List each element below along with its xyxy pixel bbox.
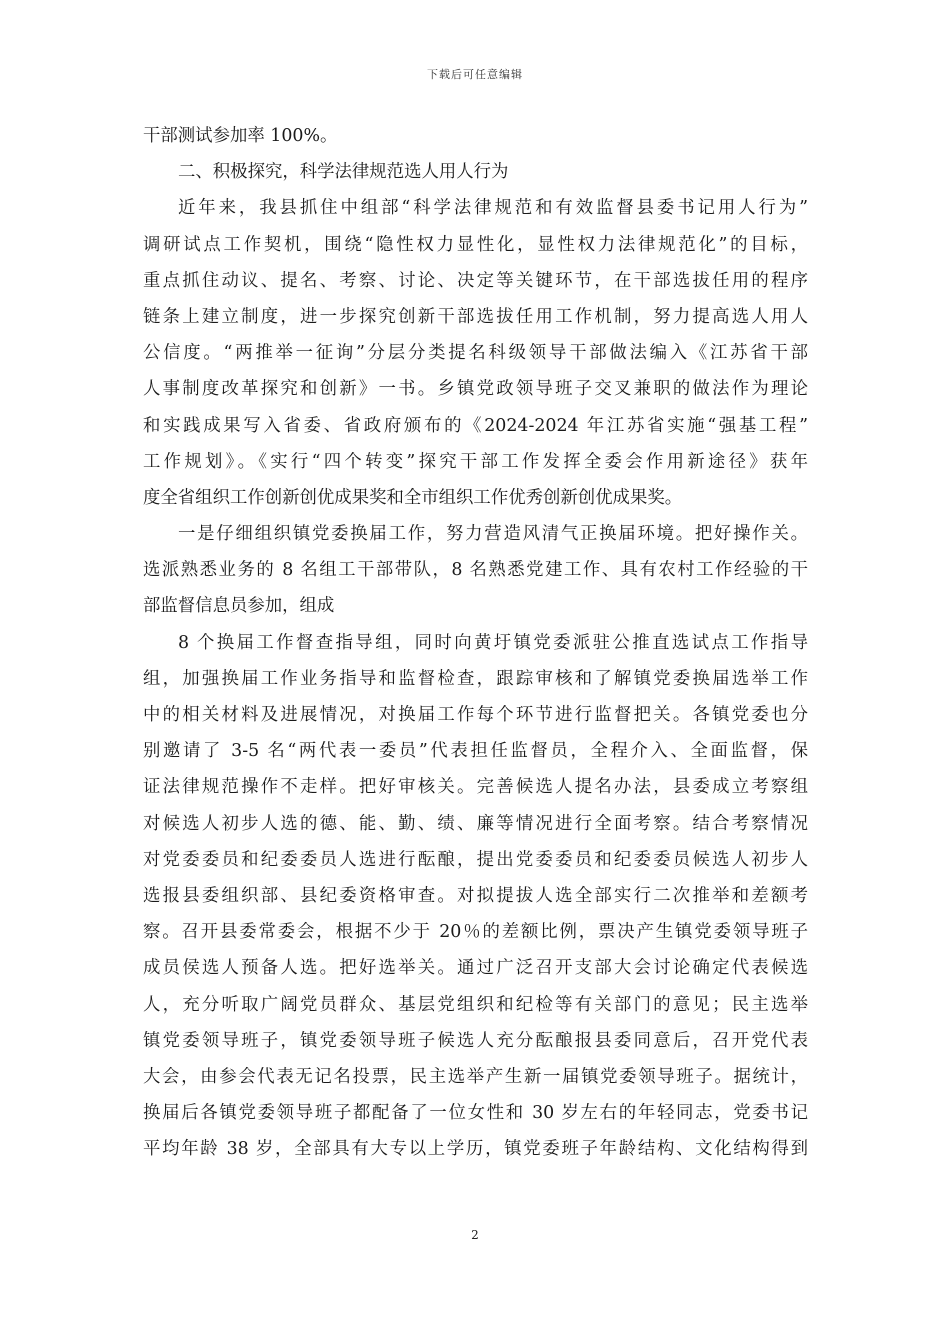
page-number: 2 bbox=[471, 1228, 479, 1242]
paragraph-line: 镇党委领导班子，镇党委领导班子候选人充分酝酿报县委同意后，召开党代表 bbox=[143, 1030, 808, 1051]
paragraph-line: 公信度。“两推举一征询”分层分类提名科级领导干部做法编入《江苏省干部 bbox=[143, 343, 808, 364]
paragraph-line: 重点抓住动议、提名、考察、讨论、决定等关键环节，在干部选拔任用的程序 bbox=[143, 270, 808, 291]
paragraph-line: 选派熟悉业务的 8 名组工干部带队，8 名熟悉党建工作、具有农村工作经验的干 bbox=[143, 560, 808, 581]
paragraph-line: 组，加强换届工作业务指导和监督检查，跟踪审核和了解镇党委换届选举工作 bbox=[143, 668, 808, 689]
paragraph-line: 成员侯选人预备人选。把好选举关。通过广泛召开支部大会讨论确定代表候选 bbox=[143, 958, 808, 979]
paragraph-line: 对候选人初步人选的德、能、勤、绩、廉等情况进行全面考察。结合考察情况 bbox=[143, 813, 808, 834]
paragraph-line: 调研试点工作契机，围绕“隐性权力显性化，显性权力法律规范化”的目标， bbox=[143, 234, 808, 255]
paragraph-line: 人，充分听取广阔党员群众、基层党组织和纪检等有关部门的意见；民主选举 bbox=[143, 994, 808, 1015]
paragraph-line: 8 个换届工作督查指导组，同时向黄圩镇党委派驻公推直选试点工作指导 bbox=[178, 632, 808, 653]
paragraph-line: 对党委委员和纪委委员人选进行酝酿，提出党委委员和纪委委员候选人初步人 bbox=[143, 849, 808, 870]
paragraph-line: 工作规划》。《实行“四个转变”探究干部工作发挥全委会作用新途径》获年 bbox=[143, 451, 808, 472]
paragraph-line: 部监督信息员参加，组成 bbox=[143, 596, 335, 617]
paragraph-line: 换届后各镇党委领导班子都配备了一位女性和 30 岁左右的年轻同志，党委书记 bbox=[143, 1103, 808, 1124]
paragraph-line: 链条上建立制度，进一步探究创新干部选拔任用工作机制，努力提高选人用人 bbox=[143, 306, 808, 327]
paragraph-line: 平均年龄 38 岁，全部具有大专以上学历，镇党委班子年龄结构、文化结构得到 bbox=[143, 1139, 808, 1160]
paragraph-line: 察。召开县委常委会，根据不少于 20％的差额比例，票决产生镇党委领导班子 bbox=[143, 922, 808, 943]
paragraph-line: 一是仔细组织镇党委换届工作，努力营造风清气正换届环境。把好操作关。 bbox=[178, 524, 808, 545]
paragraph-line: 度全省组织工作创新创优成果奖和全市组织工作优秀创新创优成果奖。 bbox=[143, 487, 683, 508]
paragraph-line: 和实践成果写入省委、省政府颁布的《2024-2024 年江苏省实施“强基工程” bbox=[143, 415, 808, 436]
document-body bbox=[143, 118, 808, 1167]
paragraph-line: 近年来，我县抓住中组部“科学法律规范和有效监督县委书记用人行为” bbox=[178, 198, 808, 219]
paragraph-line: 大会，由参会代表无记名投票，民主选举产生新一届镇党委领导班子。据统计， bbox=[143, 1066, 808, 1087]
paragraph-line: 人事制度改革探究和创新》一书。乡镇党政领导班子交叉兼职的做法作为理论 bbox=[143, 379, 808, 400]
paragraph-line: 选报县委组织部、县纪委资格审查。对拟提拔人选全部实行二次推举和差额考 bbox=[143, 885, 808, 906]
paragraph-line: 证法律规范操作不走样。把好审核关。完善候选人提名办法，县委成立考察组 bbox=[143, 777, 808, 798]
paragraph-line: 中的相关材料及进展情况，对换届工作每个环节进行监督把关。各镇党委也分 bbox=[143, 705, 808, 725]
paragraph-line: 别邀请了 3-5 名“两代表一委员”代表担任监督员，全程介入、全面监督，保 bbox=[143, 741, 808, 762]
section-heading: 二、积极探究，科学法律规范选人用人行为 bbox=[178, 162, 509, 183]
page-header: 下载后可任意编辑 bbox=[427, 68, 523, 81]
paragraph-line: 干部测试参加率 100%。 bbox=[143, 126, 338, 146]
